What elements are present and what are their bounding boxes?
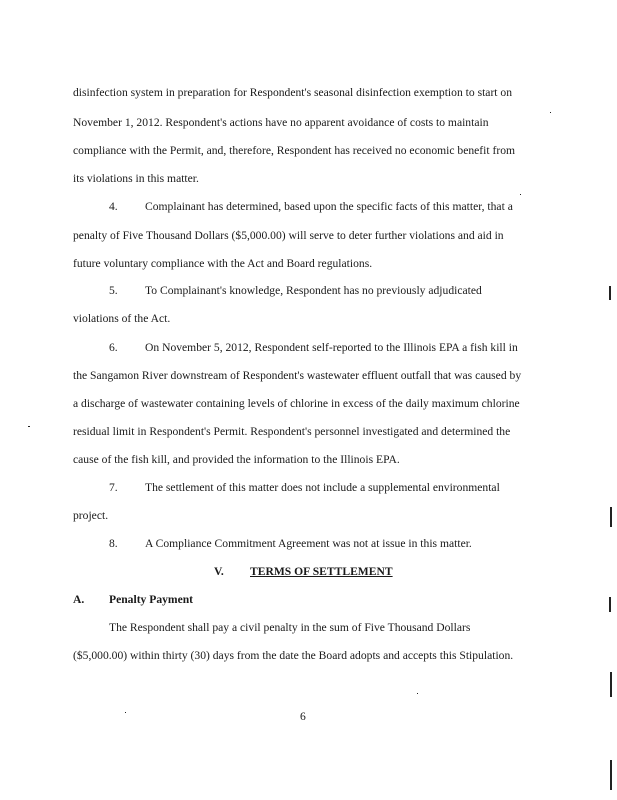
body-line: November 1, 2012. Respondent's actions have no apparent avoidance of costs to maintain: [73, 116, 489, 129]
subsection-letter: A.: [73, 593, 85, 606]
subsection-title: Penalty Payment: [109, 593, 194, 606]
paragraph-number: 7.: [109, 481, 118, 494]
section-title: TERMS OF SETTLEMENT: [250, 565, 393, 578]
scan-artifact: [609, 286, 611, 300]
paragraph-number: 5.: [109, 284, 118, 297]
body-line: penalty of Five Thousand Dollars ($5,000.00) will serve to deter further violations and aid in: [73, 229, 504, 242]
body-line: its violations in this matter.: [73, 172, 199, 185]
body-line: On November 5, 2012, Respondent self-reported to the Illinois EPA a fish kill in: [145, 341, 518, 354]
paragraph-number: 6.: [109, 341, 118, 354]
body-line: violations of the Act.: [73, 312, 171, 325]
body-line: disinfection system in preparation for Respondent's seasonal disinfection exemption to start on: [73, 86, 513, 99]
section-number: V.: [214, 565, 224, 578]
scan-artifact: [28, 426, 30, 427]
body-line: ($5,000.00) within thirty (30) days from the date the Board adopts and accepts this Stipulation.: [73, 649, 514, 662]
scan-artifact: [550, 112, 551, 113]
body-line: Complainant has determined, based upon the specific facts of this matter, that a: [145, 200, 513, 213]
scan-artifact: [520, 194, 521, 195]
scan-artifact: [610, 760, 612, 790]
scan-artifact: [610, 672, 612, 697]
body-line: cause of the fish kill, and provided the information to the Illinois EPA.: [73, 453, 400, 466]
body-line: residual limit in Respondent's Permit. Respondent's personnel investigated and determined the: [73, 425, 511, 438]
body-line: To Complainant's knowledge, Respondent has no previously adjudicated: [145, 284, 482, 297]
body-line: a discharge of wastewater containing levels of chlorine in excess of the daily maximum chlorine: [73, 397, 520, 410]
body-line: the Sangamon River downstream of Respondent's wastewater effluent outfall that was caused by: [73, 369, 522, 382]
body-line: future voluntary compliance with the Act and Board regulations.: [73, 257, 373, 270]
body-line: A Compliance Commitment Agreement was not at issue in this matter.: [145, 537, 472, 550]
scan-artifact: [417, 693, 418, 694]
scan-artifact: [610, 507, 612, 527]
body-line: The settlement of this matter does not include a supplemental environmental: [145, 481, 500, 494]
body-line: The Respondent shall pay a civil penalty in the sum of Five Thousand Dollars: [109, 621, 471, 634]
paragraph-number: 4.: [109, 200, 118, 213]
scan-artifact: [125, 712, 126, 713]
body-line: compliance with the Permit, and, therefore, Respondent has received no economic benefit from: [73, 144, 516, 157]
scan-artifact: [609, 597, 611, 612]
paragraph-number: 8.: [109, 537, 118, 550]
page-number: 6: [300, 710, 306, 723]
body-line: project.: [73, 509, 109, 522]
